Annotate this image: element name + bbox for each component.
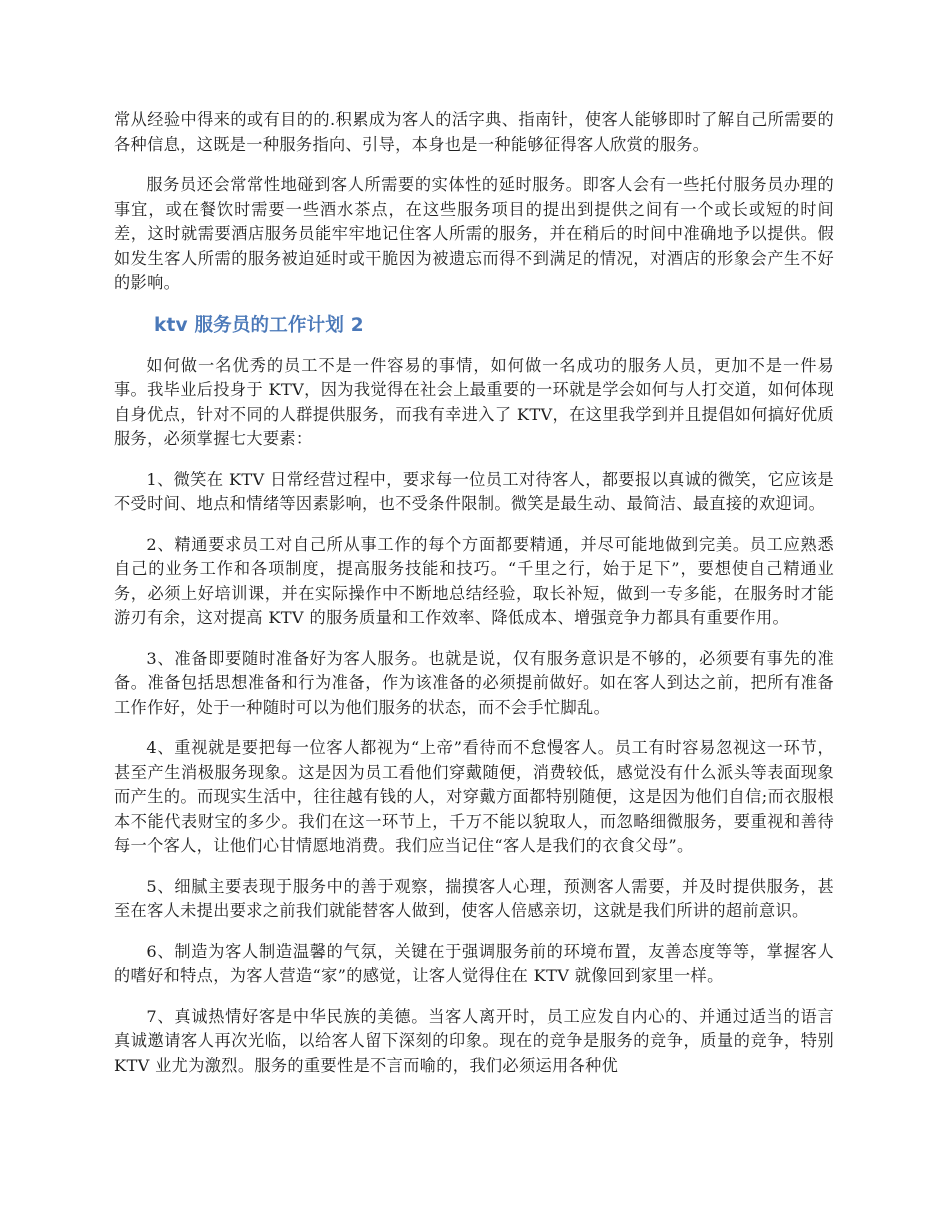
element-proficiency-paragraph: 2、精通要求员工对自己所从事工作的每个方面都要精通，并尽可能地做到完美。员工应熟悉自己的业务工作和各项制度，提高服务技能和技巧。“千里之行，始于足下”，要想使自己精通业务，必须上好培训课，并在实际操作中不断地总结经验，取长补短，做到一专多能，在服务时才能游刃有余，这对提高 KTV 的服务质量和工作效率、降低成本、增强竞争力都具有重要作用。 <box>114 534 834 627</box>
element-smile-paragraph: 1、微笑在 KTV 日常经营过程中，要求每一位员工对待客人，都要报以真诚的微笑，它应该是不受时间、地点和情绪等因素影响，也不受条件限制。微笑是最生动、最简洁、最直接的欢迎词。 <box>114 469 834 513</box>
intro-paragraph-2: 服务员还会常常性地碰到客人所需要的实体性的延时服务。即客人会有一些托付服务员办理的事宜，或在餐饮时需要一些酒水茶点，在这些服务项目的提出到提供之间有一个或长或短的时间差，这时就需要酒店服务员能牢牢地记住客人所需的服务，并在稍后的时间中准确地予以提供。假如发生客人所需的服务被迫延时或干脆因为被遗忘而得不到满足的情况，对酒店的形象会产生不好的影响。 <box>114 175 834 292</box>
intro-paragraph-1: 常从经验中得来的或有目的的.积累成为客人的活字典、指南针，使客人能够即时了解自己所需要的各种信息，这既是一种服务指向、引导，本身也是一种能够征得客人欣赏的服务。 <box>114 110 834 154</box>
element-meticulous-paragraph: 5、细腻主要表现于服务中的善于观察，揣摸客人心理，预测客人需要，并及时提供服务，甚至在客人未提出要求之前我们就能替客人做到，使客人倍感亲切，这就是我们所讲的超前意识。 <box>114 876 834 920</box>
element-attention-paragraph: 4、重视就是要把每一位客人都视为“上帝”看待而不怠慢客人。员工有时容易忽视这一环节，甚至产生消极服务现象。这是因为员工看他们穿戴随便，消费较低，感觉没有什么派头等表面现象而产生的。而现实生活中，往往越有钱的人，对穿戴方面都特别随便，这是因为他们自信;而衣服根本不能代表财宝的多少。我们在这一环节上，千万不能以貌取人，而忽略细微服务，要重视和善待每一个客人，让他们心甘情愿地消费。我们应当记住“客人是我们的衣食父母”。 <box>114 738 834 855</box>
element-atmosphere-paragraph: 6、制造为客人制造温馨的气氛，关键在于强调服务前的环境布置，友善态度等等，掌握客人的嗜好和特点，为客人营造“家”的感觉，让客人觉得住在 KTV 就像回到家里一样。 <box>114 941 834 985</box>
section-heading: ktv 服务员的工作计划 2 <box>154 314 364 336</box>
element-preparation-paragraph: 3、准备即要随时准备好为客人服务。也就是说，仅有服务意识是不够的，必须要有事先的准备。准备包括思想准备和行为准备，作为该准备的必须提前做好。如在客人到达之前，把所有准备工作作好，处于一种随时可以为他们服务的状态，而不会手忙脚乱。 <box>114 648 834 717</box>
section-intro-paragraph: 如何做一名优秀的员工不是一件容易的事情，如何做一名成功的服务人员，更加不是一件易事。我毕业后投身于 KTV，因为我觉得在社会上最重要的一环就是学会如何与人打交道，如何体现自身优点，针对不同的人群提供服务，而我有幸进入了 KTV，在这里我学到并且提倡如何搞好优质服务，必须掌握七大要素： <box>114 355 834 448</box>
element-sincerity-paragraph: 7、真诚热情好客是中华民族的美德。当客人离开时，员工应发自内心的、并通过适当的语言真诚邀请客人再次光临，以给客人留下深刻的印象。现在的竞争是服务的竞争，质量的竞争，特别 KTV 业尤为激烈。服务的重要性是不言而喻的，我们必须运用各种优 <box>114 1006 834 1075</box>
document-page <box>114 108 834 1094</box>
